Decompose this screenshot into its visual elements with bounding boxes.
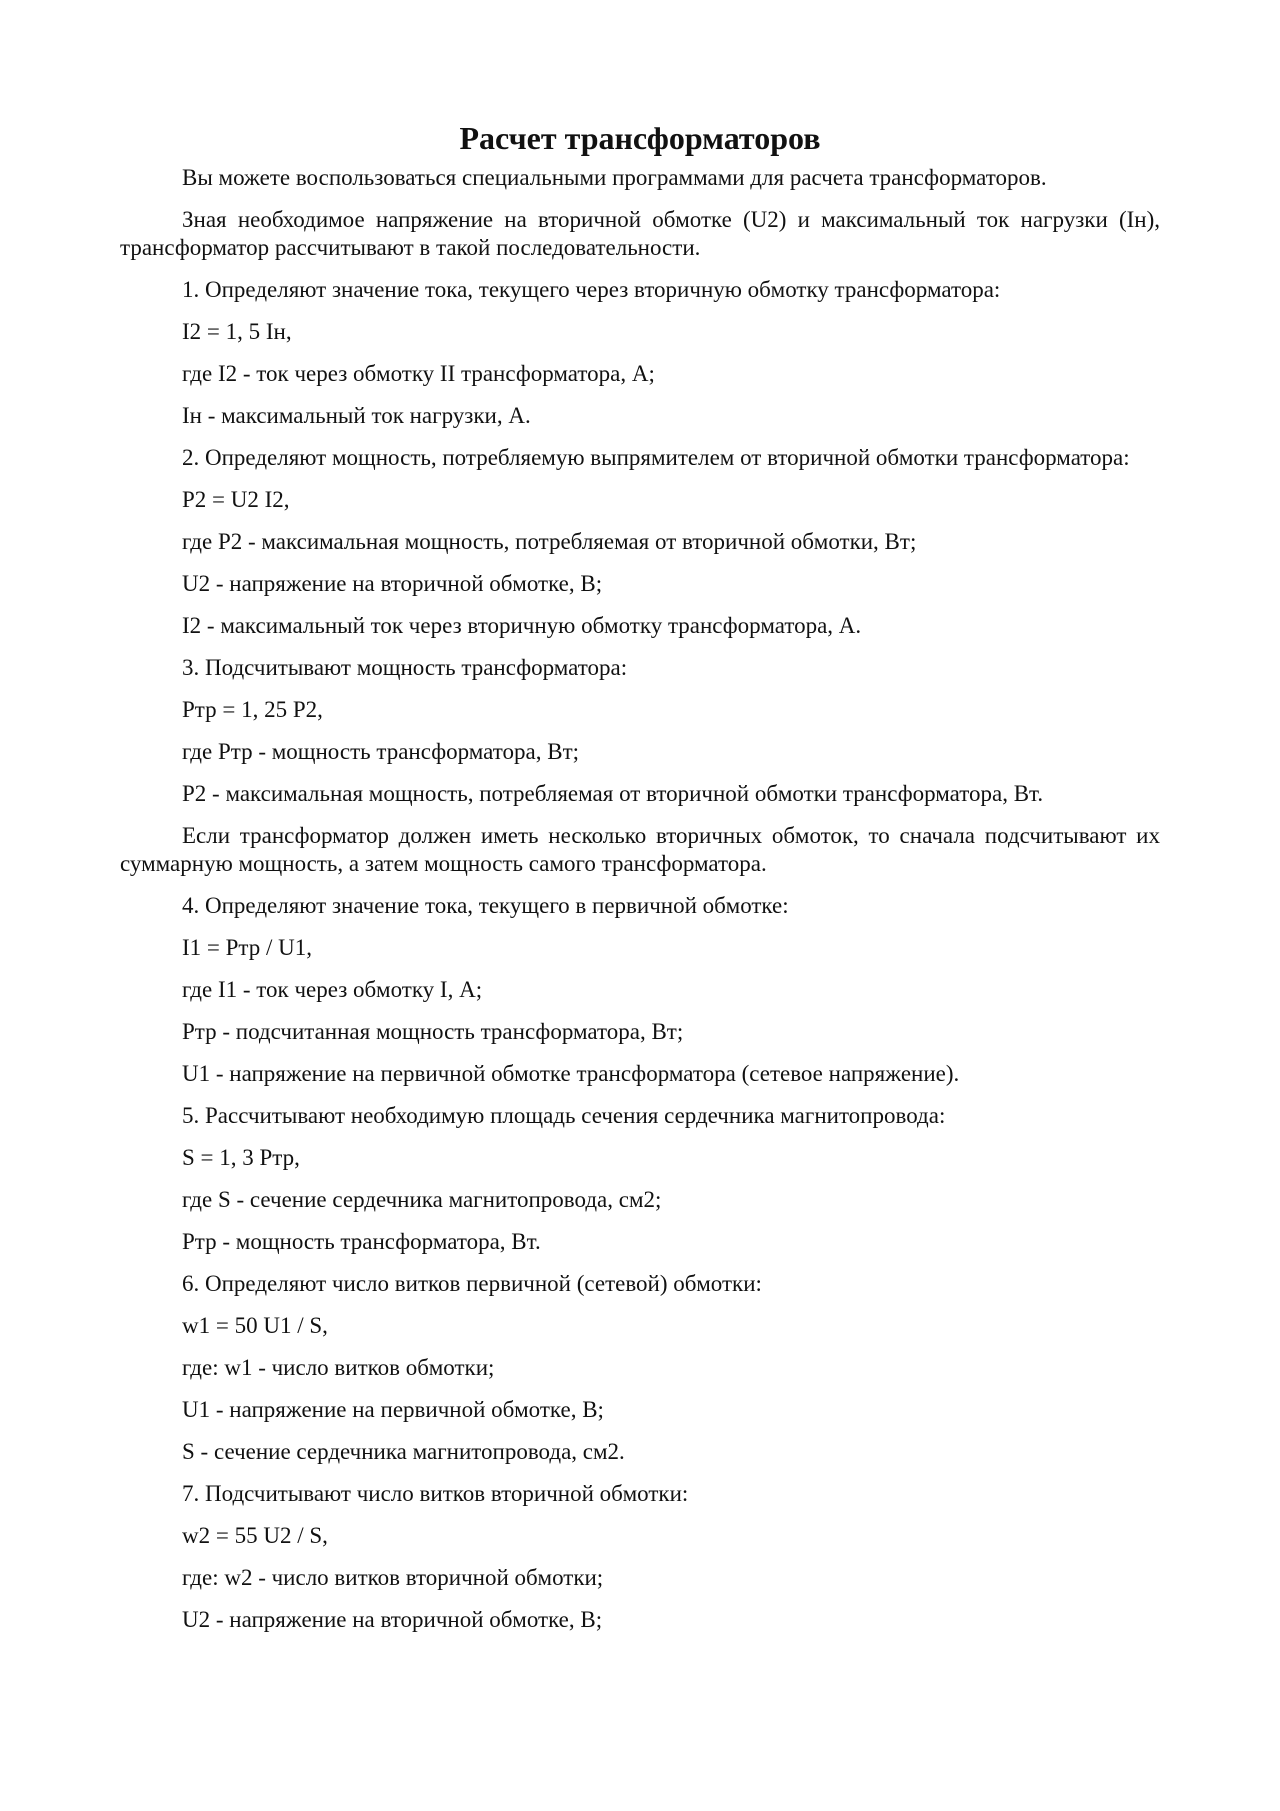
paragraph-step-3: 3. Подсчитывают мощность трансформатора:	[182, 655, 628, 680]
paragraph-step-7: 7. Подсчитывают число витков вторичной обмотки:	[182, 1481, 689, 1506]
definition-i2-max: I2 - максимальный ток через вторичную обмотку трансформатора, А.	[182, 613, 862, 638]
definition-u1-primary: U1 - напряжение на первичной обмотке, В;	[182, 1397, 604, 1422]
definition-s: где S - сечение сердечника магнитопровода, см2;	[182, 1187, 662, 1212]
definition-u2: U2 - напряжение на вторичной обмотке, В;	[182, 571, 603, 596]
paragraph-step-2: 2. Определяют мощность, потребляемую выпрямителем от вторичной обмотки трансформатора:	[182, 445, 1130, 470]
definition-u2-secondary: U2 - напряжение на вторичной обмотке, В;	[182, 1607, 603, 1632]
formula-i2: I2 = 1, 5 Iн,	[182, 319, 292, 344]
definition-w2: где: w2 - число витков вторичной обмотки;	[182, 1565, 604, 1590]
document-body	[120, 118, 1160, 1648]
paragraph-step-4: 4. Определяют значение тока, текущего в первичной обмотке:	[182, 893, 789, 918]
document-title: Расчет трансформаторов	[459, 120, 821, 156]
definition-i1: где I1 - ток через обмотку I, А;	[182, 977, 483, 1002]
formula-s: S = 1, 3 Pтр,	[182, 1145, 300, 1170]
definition-i2: где I2 - ток через обмотку II трансформатора, А;	[182, 361, 655, 386]
definition-s-core: S - сечение сердечника магнитопровода, см2.	[182, 1439, 625, 1464]
paragraph-step-1: 1. Определяют значение тока, текущего через вторичную обмотку трансформатора:	[182, 277, 1001, 302]
paragraph-step-5: 5. Рассчитывают необходимую площадь сечения сердечника магнитопровода:	[182, 1103, 946, 1128]
paragraph-intro: Вы можете воспользоваться специальными программами для расчета трансформаторов.	[182, 165, 1047, 190]
definition-p2: где P2 - максимальная мощность, потребляемая от вторичной обмотки, Вт;	[182, 529, 917, 554]
definition-in: Iн - максимальный ток нагрузки, А.	[182, 403, 531, 428]
definition-ptr-power: Pтр - мощность трансформатора, Вт.	[182, 1229, 541, 1254]
definition-p2-max: P2 - максимальная мощность, потребляемая от вторичной обмотки трансформатора, Вт.	[182, 781, 1044, 806]
paragraph-multiple-windings: Если трансформатор должен иметь несколько вторичных обмоток, то сначала подсчитывают их суммарную мощность, а затем мощность самого трансформатора.	[120, 823, 1160, 876]
definition-ptr: где Pтр - мощность трансформатора, Вт;	[182, 739, 580, 764]
definition-w1: где: w1 - число витков обмотки;	[182, 1355, 495, 1380]
paragraph-sequence: Зная необходимое напряжение на вторичной обмотке (U2) и максимальный ток нагрузки (Iн), трансформатор рассчитывают в такой последовательности.	[120, 207, 1160, 260]
formula-ptr: Pтр = 1, 25 P2,	[182, 697, 323, 722]
formula-w2: w2 = 55 U2 / S,	[182, 1523, 328, 1548]
formula-w1: w1 = 50 U1 / S,	[182, 1313, 328, 1338]
definition-u1: U1 - напряжение на первичной обмотке трансформатора (сетевое напряжение).	[182, 1061, 960, 1086]
formula-i1: I1 = Pтр / U1,	[182, 935, 313, 960]
paragraph-step-6: 6. Определяют число витков первичной (сетевой) обмотки:	[182, 1271, 762, 1296]
definition-ptr-calc: Pтр - подсчитанная мощность трансформатора, Вт;	[182, 1019, 684, 1044]
formula-p2: P2 = U2 I2,	[182, 487, 290, 512]
